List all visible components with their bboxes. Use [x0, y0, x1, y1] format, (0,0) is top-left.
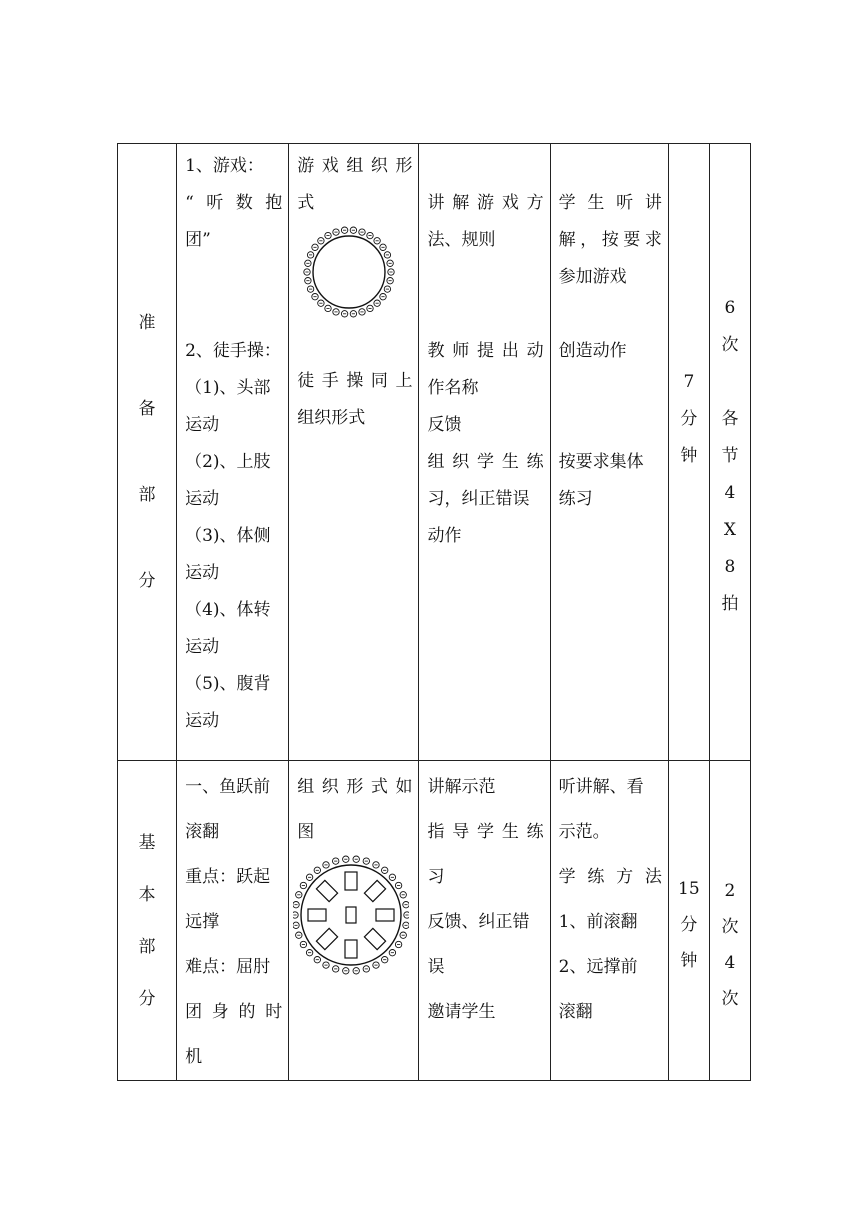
- time-text: 钟: [680, 951, 698, 971]
- teacher-text: 作名称: [427, 378, 479, 398]
- count-text: 次: [721, 335, 739, 355]
- count-text: 次: [721, 917, 739, 937]
- student-ring: [304, 227, 394, 317]
- circle-formation-diagram: [297, 222, 409, 326]
- mat-group: [308, 872, 394, 958]
- count-cell-main: [709, 761, 750, 1081]
- section-char: 本: [138, 884, 156, 905]
- student-text: 按要求集体: [558, 452, 644, 472]
- count-text: 拍: [721, 594, 739, 614]
- content-cell-main: [177, 761, 289, 1081]
- teacher-text: 教师提出动: [427, 341, 544, 361]
- count-text: 节: [721, 446, 739, 466]
- teacher-text: 误: [427, 957, 445, 977]
- exercise-title: 2、徒手操：: [185, 341, 281, 361]
- section-char: 准: [138, 313, 156, 333]
- teacher-text: 组织学生练: [427, 452, 544, 472]
- count-text: 各: [721, 409, 739, 429]
- exercise-item: 运动: [185, 415, 220, 435]
- student-cell-main: [550, 761, 668, 1081]
- game-title: 1、游戏：: [185, 156, 264, 176]
- organization-text: 组织形式: [297, 408, 366, 428]
- game-name: “听数抱: [185, 193, 283, 213]
- teacher-text: 邀请学生: [427, 1002, 496, 1022]
- count-text: 2: [724, 881, 736, 901]
- exercise-item: （1)、头部: [185, 378, 271, 398]
- student-text: 解，按要求: [558, 230, 662, 250]
- section-char: 部: [138, 485, 156, 505]
- teacher-text: 反馈、纠正错: [427, 912, 530, 932]
- student-text: 学 练 方 法: [558, 867, 662, 887]
- exercise-item: 运动: [185, 489, 220, 509]
- student-text: 创造动作: [558, 341, 627, 361]
- teacher-text: 讲解游戏方: [427, 193, 544, 213]
- student-cell-preparation: [550, 144, 668, 761]
- exercise-item: （4)、体转: [185, 600, 271, 620]
- table-row-preparation: [118, 144, 751, 761]
- teacher-text: 法、规则: [427, 230, 496, 250]
- teacher-text: 动作: [427, 526, 462, 546]
- teacher-cell-preparation: [419, 144, 550, 761]
- student-text: 参加游戏: [558, 267, 627, 287]
- section-char: 分: [138, 571, 156, 591]
- teacher-text: 讲解示范: [427, 777, 496, 797]
- circle-line: [313, 236, 385, 308]
- content-cell-preparation: [177, 144, 289, 761]
- section-char: 分: [138, 988, 156, 1009]
- table-row-main: [118, 761, 751, 1081]
- mat-rectangle: [376, 909, 394, 921]
- count-text: 次: [721, 989, 739, 1009]
- student-text: 听讲解、看: [558, 777, 644, 797]
- organization-cell-preparation: [289, 144, 419, 761]
- count-text: 6: [724, 298, 736, 318]
- mat-rectangle: [317, 928, 338, 949]
- student-text: 1、前滚翻: [558, 912, 638, 932]
- time-cell-preparation: [668, 144, 709, 761]
- student-text: 滚翻: [558, 1002, 593, 1022]
- organization-text: 图: [297, 822, 315, 842]
- exercise-item: （5)、腹背: [185, 674, 271, 694]
- exercise-item: 运动: [185, 563, 220, 583]
- time-text: 钟: [680, 446, 698, 466]
- time-text: 分: [680, 409, 698, 429]
- organization-text: 组织形式如: [297, 777, 413, 797]
- mat-rectangle: [346, 907, 356, 923]
- section-char: 部: [138, 936, 156, 957]
- time-text: 7: [683, 372, 695, 392]
- section-cell-preparation: [118, 144, 177, 761]
- content-text: 滚翻: [185, 822, 220, 842]
- content-text: 一、鱼跃前: [185, 777, 271, 797]
- count-text: X: [723, 520, 736, 540]
- mat-rectangle: [365, 880, 386, 901]
- time-text: 分: [680, 915, 698, 935]
- count-text: 4: [724, 953, 736, 973]
- organization-text: 徒手操同上: [297, 371, 413, 391]
- section-cell-main: [118, 761, 177, 1081]
- mat-formation-diagram: [293, 855, 409, 979]
- game-name-end: 团”: [185, 230, 211, 250]
- student-text: 练习: [558, 489, 593, 509]
- teacher-text: 反馈: [427, 415, 462, 435]
- teacher-text: 习: [427, 867, 445, 887]
- content-text: 团 身 的 时: [185, 1002, 283, 1022]
- content-text: 远撑: [185, 912, 220, 932]
- organization-text: 游戏组织形: [297, 156, 413, 176]
- section-char: 基: [138, 832, 156, 853]
- content-text: 机: [185, 1047, 203, 1067]
- mat-rectangle: [308, 909, 326, 921]
- section-char: 备: [138, 399, 156, 419]
- count-cell-preparation: [709, 144, 750, 761]
- student-text: 学 生 听 讲: [558, 193, 662, 213]
- mat-rectangle: [345, 872, 357, 890]
- organization-text: 式: [297, 193, 315, 213]
- mat-rectangle: [345, 940, 357, 958]
- student-text: 2、远撑前: [558, 957, 638, 977]
- time-cell-main: [668, 761, 709, 1081]
- exercise-item: （3)、体侧: [185, 526, 271, 546]
- count-text: 4: [724, 483, 736, 503]
- exercise-item: 运动: [185, 637, 220, 657]
- lesson-plan-table: [117, 143, 751, 1081]
- exercise-item: （2)、上肢: [185, 452, 271, 472]
- content-text: 难点：屈肘: [185, 957, 271, 977]
- exercise-item: 运动: [185, 711, 220, 731]
- teacher-text: 指导学生练: [427, 822, 544, 842]
- count-text: 8: [724, 557, 736, 577]
- teacher-text: 习，纠正错误: [427, 489, 530, 509]
- content-text: 重点：跃起: [185, 867, 271, 887]
- teacher-cell-main: [419, 761, 550, 1081]
- organization-cell-main: [289, 761, 419, 1081]
- mat-rectangle: [365, 928, 386, 949]
- mat-rectangle: [317, 880, 338, 901]
- student-text: 示范。: [558, 822, 610, 842]
- time-text: 15: [678, 879, 700, 899]
